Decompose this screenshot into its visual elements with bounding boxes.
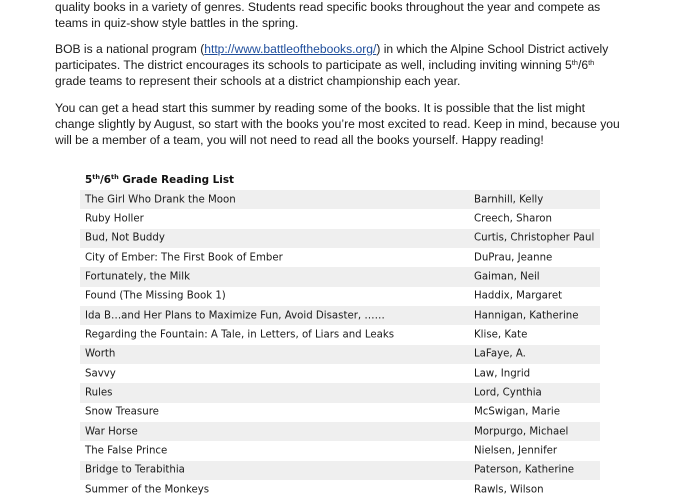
title-suffix: Grade Reading List [118, 174, 234, 186]
book-author: Paterson, Katherine [474, 464, 575, 476]
book-title: Regarding the Fountain: A Tale, in Letters, of Liars and Leaks [85, 329, 395, 341]
table-row [80, 345, 600, 364]
intro-paragraph-1: quality books in a variety of genres. Students read specific books throughout the year and compete as teams in quiz-show style battles in the spring. [55, 0, 601, 30]
book-title: The False Prince [85, 445, 168, 457]
intro-paragraph-3: You can get a head start this summer by reading some of the books. It is possible that the list might change slightly by August, so start with the books you’re most excited to read. Keep in mind, because you will be a member of a team, you will not need to read all the books yourself. Happy reading! [55, 101, 620, 147]
title-mid: /6 [99, 174, 112, 186]
table-row [80, 229, 600, 248]
p2-text-end: grade teams to represent their schools at a district championship each year. [55, 74, 461, 88]
table-row [80, 248, 600, 267]
p2-text-after: ) in which the Alpine School District actively participates. The district encourages its schools to participate as well, including inviting winning 5 [55, 42, 609, 72]
table-row [80, 383, 600, 402]
book-title: Rules [85, 387, 113, 399]
book-author: Nielsen, Jennifer [474, 445, 558, 457]
book-title: Ruby Holler [85, 213, 144, 225]
p2-superscript-2: th [588, 58, 595, 67]
book-title: Ida B…and Her Plans to Maximize Fun, Avoid Disaster, …… [85, 310, 385, 322]
book-author: Klise, Kate [474, 329, 528, 341]
book-title: Savvy [85, 368, 116, 380]
p2-slash: /6 [577, 58, 589, 72]
p2-superscript-1: th [571, 58, 578, 67]
title-prefix: 5 [85, 174, 93, 186]
intro-paragraph-2 [55, 41, 627, 89]
book-title: The Girl Who Drank the Moon [85, 194, 236, 206]
table-row [80, 403, 600, 422]
book-author: DuPrau, Jeanne [474, 252, 553, 264]
table-row [80, 461, 600, 480]
book-title: Bridge to Terabithia [85, 464, 185, 476]
table-row [80, 287, 600, 306]
book-title: City of Ember: The First Book of Ember [85, 252, 283, 264]
table-row [80, 190, 600, 209]
reading-list-title [85, 173, 234, 187]
book-title: Summer of the Monkeys [85, 484, 210, 496]
book-author: Haddix, Margaret [474, 290, 563, 302]
book-author: LaFaye, A. [474, 348, 526, 360]
book-title: Found (The Missing Book 1) [85, 290, 226, 302]
table-row [80, 306, 600, 325]
book-author: Hannigan, Katherine [474, 310, 579, 322]
p2-text-before: BOB is a national program ( [55, 42, 205, 56]
book-author: Gaiman, Neil [474, 271, 540, 283]
book-author: Morpurgo, Michael [474, 426, 569, 438]
title-superscript-1: th [92, 173, 100, 181]
book-author: McSwigan, Marie [474, 406, 560, 418]
book-title: Fortunately, the Milk [85, 271, 190, 283]
book-author: Barnhill, Kelly [474, 194, 544, 206]
book-author: Lord, Cynthia [474, 387, 542, 399]
book-title: Worth [85, 348, 116, 360]
table-row [80, 267, 600, 286]
book-title: Snow Treasure [85, 406, 159, 418]
battle-of-the-books-link[interactable]: http://www.battleofthebooks.org/ [204, 42, 377, 56]
reading-list-table [80, 190, 600, 500]
book-author: Creech, Sharon [474, 213, 552, 225]
book-title: Bud, Not Buddy [85, 232, 165, 244]
book-author: Law, Ingrid [474, 368, 531, 380]
table-row [80, 209, 600, 228]
book-author: Curtis, Christopher Paul [474, 232, 595, 244]
table-row [80, 364, 600, 383]
table-row [80, 422, 600, 441]
book-author: Rawls, Wilson [474, 484, 544, 496]
table-row [80, 325, 600, 344]
book-title: War Horse [85, 426, 138, 438]
table-row [80, 441, 600, 460]
table-row [80, 480, 600, 499]
title-superscript-2: th [111, 173, 119, 181]
